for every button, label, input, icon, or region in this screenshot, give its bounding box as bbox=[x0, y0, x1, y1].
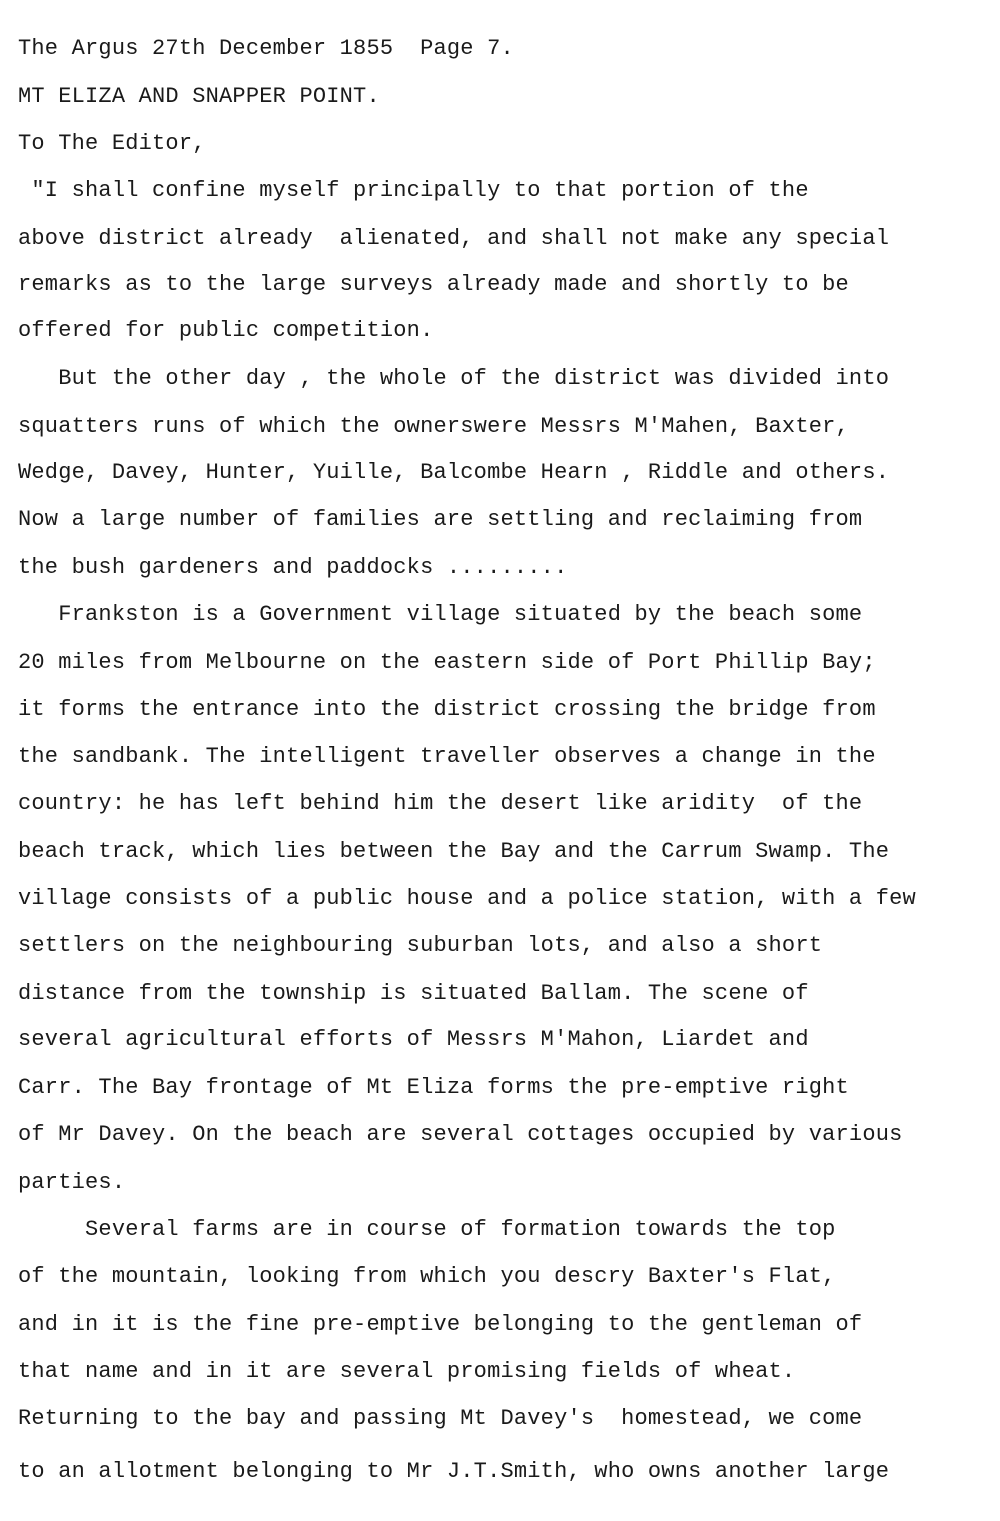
text-line: offered for public competition. bbox=[18, 318, 434, 343]
text-line: that name and in it are several promising fields of wheat. bbox=[18, 1359, 796, 1384]
text-line: Several farms are in course of formation towards the top bbox=[18, 1217, 836, 1242]
text-line: to an allotment belonging to Mr J.T.Smith, who owns another large bbox=[18, 1459, 890, 1484]
text-line: settlers on the neighbouring suburban lots, and also a short bbox=[18, 933, 823, 958]
text-line: several agricultural efforts of Messrs M'Mahon, Liardet and bbox=[18, 1027, 809, 1052]
text-line: distance from the township is situated Ballam. The scene of bbox=[18, 981, 809, 1006]
text-line: the bush gardeners and paddocks ......... bbox=[18, 555, 568, 580]
text-line: Now a large number of families are settling and reclaiming from bbox=[18, 507, 863, 532]
text-line: of the mountain, looking from which you descry Baxter's Flat, bbox=[18, 1264, 836, 1289]
salutation: To The Editor, bbox=[18, 131, 206, 156]
text-line: Returning to the bay and passing Mt Davey's homestead, we come bbox=[18, 1406, 863, 1431]
header-line: The Argus 27th December 1855 Page 7. bbox=[18, 36, 514, 61]
text-line: and in it is the fine pre-emptive belonging to the gentleman of bbox=[18, 1312, 863, 1337]
text-line: squatters runs of which the ownerswere Messrs M'Mahen, Baxter, bbox=[18, 414, 849, 439]
text-line: it forms the entrance into the district crossing the bridge from bbox=[18, 697, 876, 722]
article-title: MT ELIZA AND SNAPPER POINT. bbox=[18, 84, 380, 109]
text-line: "I shall confine myself principally to that portion of the bbox=[18, 178, 809, 203]
text-line: the sandbank. The intelligent traveller observes a change in the bbox=[18, 744, 876, 769]
text-line: Frankston is a Government village situated by the beach some bbox=[18, 602, 863, 627]
text-line: beach track, which lies between the Bay and the Carrum Swamp. The bbox=[18, 839, 890, 864]
text-line: parties. bbox=[18, 1170, 126, 1195]
text-line: 20 miles from Melbourne on the eastern side of Port Phillip Bay; bbox=[18, 650, 876, 675]
text-line: village consists of a public house and a police station, with a few bbox=[18, 886, 916, 911]
text-line: above district already alienated, and shall not make any special bbox=[18, 226, 890, 251]
text-line: of Mr Davey. On the beach are several cottages occupied by various bbox=[18, 1122, 903, 1147]
text-line: country: he has left behind him the desert like aridity of the bbox=[18, 791, 863, 816]
text-line: Wedge, Davey, Hunter, Yuille, Balcombe Hearn , Riddle and others. bbox=[18, 460, 890, 485]
text-line: Carr. The Bay frontage of Mt Eliza forms the pre-emptive right bbox=[18, 1075, 849, 1100]
text-line: But the other day , the whole of the district was divided into bbox=[18, 366, 890, 391]
text-line: remarks as to the large surveys already made and shortly to be bbox=[18, 272, 849, 297]
